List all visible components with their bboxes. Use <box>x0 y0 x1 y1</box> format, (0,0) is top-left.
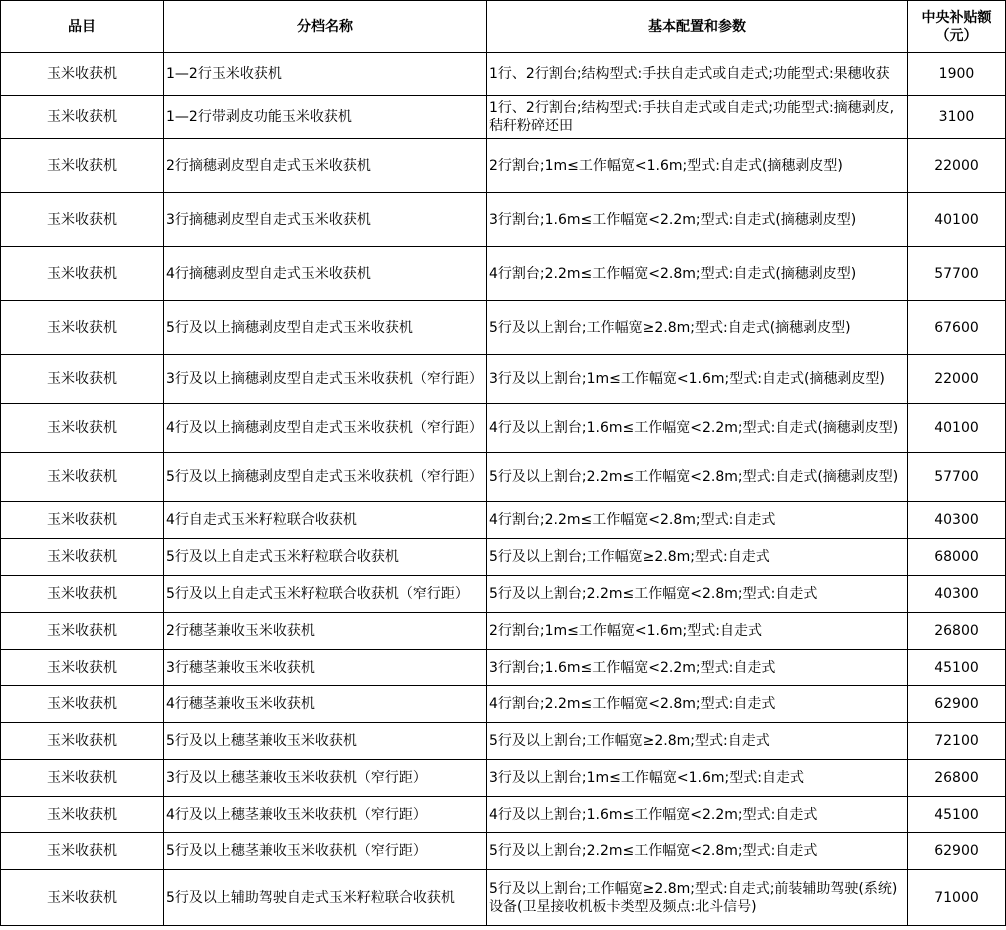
category-cell: 玉米收获机 <box>1 247 164 301</box>
table-row <box>1 139 1006 193</box>
config-cell: 4行割台;2.2m≤工作幅宽<2.8m;型式:自走式(摘穗剥皮型) <box>487 247 908 301</box>
subsidy-cell: 40300 <box>908 576 1006 613</box>
subsidy-cell: 62900 <box>908 686 1006 723</box>
config-cell: 3行割台;1.6m≤工作幅宽<2.2m;型式:自走式(摘穗剥皮型) <box>487 193 908 247</box>
config-cell: 4行及以上割台;1.6m≤工作幅宽<2.2m;型式:自走式 <box>487 797 908 833</box>
subsidy-cell: 57700 <box>908 453 1006 502</box>
table-row <box>1 453 1006 502</box>
config-cell: 5行及以上割台;2.2m≤工作幅宽<2.8m;型式:自走式(摘穗剥皮型) <box>487 453 908 502</box>
table-row <box>1 650 1006 686</box>
category-cell: 玉米收获机 <box>1 301 164 355</box>
config-cell: 3行及以上割台;1m≤工作幅宽<1.6m;型式:自走式 <box>487 760 908 797</box>
table-row <box>1 247 1006 301</box>
category-cell: 玉米收获机 <box>1 613 164 650</box>
tier-name-cell: 2行摘穗剥皮型自走式玉米收获机 <box>164 139 487 193</box>
category-cell: 玉米收获机 <box>1 539 164 576</box>
tier-name-cell: 5行及以上自走式玉米籽粒联合收获机 <box>164 539 487 576</box>
config-cell: 4行割台;2.2m≤工作幅宽<2.8m;型式:自走式 <box>487 686 908 723</box>
table-row <box>1 96 1006 139</box>
subsidy-cell: 45100 <box>908 797 1006 833</box>
subsidy-cell: 1900 <box>908 53 1006 96</box>
tier-name-cell: 3行穗茎兼收玉米收获机 <box>164 650 487 686</box>
subsidy-cell: 26800 <box>908 613 1006 650</box>
category-cell: 玉米收获机 <box>1 502 164 539</box>
tier-name-cell: 5行及以上穗茎兼收玉米收获机 <box>164 723 487 760</box>
config-cell: 2行割台;1m≤工作幅宽<1.6m;型式:自走式(摘穗剥皮型) <box>487 139 908 193</box>
table-row <box>1 686 1006 723</box>
category-cell: 玉米收获机 <box>1 760 164 797</box>
tier-name-cell: 4行及以上摘穗剥皮型自走式玉米收获机（窄行距） <box>164 404 487 453</box>
category-cell: 玉米收获机 <box>1 723 164 760</box>
config-cell: 4行割台;2.2m≤工作幅宽<2.8m;型式:自走式 <box>487 502 908 539</box>
category-cell: 玉米收获机 <box>1 355 164 404</box>
tier-name-cell: 4行自走式玉米籽粒联合收获机 <box>164 502 487 539</box>
tier-name-cell: 1—2行带剥皮功能玉米收获机 <box>164 96 487 139</box>
tier-name-cell: 3行及以上摘穗剥皮型自走式玉米收获机（窄行距） <box>164 355 487 404</box>
config-cell: 5行及以上割台;2.2m≤工作幅宽<2.8m;型式:自走式 <box>487 576 908 613</box>
category-cell: 玉米收获机 <box>1 870 164 926</box>
category-cell: 玉米收获机 <box>1 576 164 613</box>
config-cell: 5行及以上割台;工作幅宽≥2.8m;型式:自走式 <box>487 723 908 760</box>
subsidy-cell: 71000 <box>908 870 1006 926</box>
category-cell: 玉米收获机 <box>1 797 164 833</box>
config-cell: 5行及以上割台;工作幅宽≥2.8m;型式:自走式(摘穗剥皮型) <box>487 301 908 355</box>
subsidy-cell: 22000 <box>908 355 1006 404</box>
table-row <box>1 355 1006 404</box>
subsidy-cell: 40300 <box>908 502 1006 539</box>
subsidy-cell: 62900 <box>908 833 1006 870</box>
header-config: 基本配置和参数 <box>487 1 908 53</box>
category-cell: 玉米收获机 <box>1 96 164 139</box>
tier-name-cell: 1—2行玉米收获机 <box>164 53 487 96</box>
tier-name-cell: 4行摘穗剥皮型自走式玉米收获机 <box>164 247 487 301</box>
config-cell: 5行及以上割台;2.2m≤工作幅宽<2.8m;型式:自走式 <box>487 833 908 870</box>
tier-name-cell: 4行及以上穗茎兼收玉米收获机（窄行距） <box>164 797 487 833</box>
category-cell: 玉米收获机 <box>1 453 164 502</box>
table-row <box>1 613 1006 650</box>
header-tier-name: 分档名称 <box>164 1 487 53</box>
subsidy-cell: 3100 <box>908 96 1006 139</box>
subsidy-cell: 45100 <box>908 650 1006 686</box>
config-cell: 1行、2行割台;结构型式:手扶自走式或自走式;功能型式:摘穗剥皮,秸秆粉碎还田 <box>487 96 908 139</box>
config-cell: 4行及以上割台;1.6m≤工作幅宽<2.2m;型式:自走式(摘穗剥皮型) <box>487 404 908 453</box>
config-cell: 3行及以上割台;1m≤工作幅宽<1.6m;型式:自走式(摘穗剥皮型) <box>487 355 908 404</box>
subsidy-cell: 57700 <box>908 247 1006 301</box>
table-row <box>1 301 1006 355</box>
config-cell: 1行、2行割台;结构型式:手扶自走式或自走式;功能型式:果穗收获 <box>487 53 908 96</box>
subsidy-cell: 72100 <box>908 723 1006 760</box>
header-row <box>1 1 1006 53</box>
table-row <box>1 723 1006 760</box>
category-cell: 玉米收获机 <box>1 139 164 193</box>
tier-name-cell: 5行及以上摘穗剥皮型自走式玉米收获机 <box>164 301 487 355</box>
config-cell: 3行割台;1.6m≤工作幅宽<2.2m;型式:自走式 <box>487 650 908 686</box>
subsidy-cell: 40100 <box>908 404 1006 453</box>
table-row <box>1 833 1006 870</box>
category-cell: 玉米收获机 <box>1 404 164 453</box>
header-category: 品目 <box>1 1 164 53</box>
tier-name-cell: 4行穗茎兼收玉米收获机 <box>164 686 487 723</box>
category-cell: 玉米收获机 <box>1 833 164 870</box>
category-cell: 玉米收获机 <box>1 193 164 247</box>
tier-name-cell: 3行及以上穗茎兼收玉米收获机（窄行距） <box>164 760 487 797</box>
tier-name-cell: 5行及以上摘穗剥皮型自走式玉米收获机（窄行距） <box>164 453 487 502</box>
table-row <box>1 576 1006 613</box>
config-cell: 5行及以上割台;工作幅宽≥2.8m;型式:自走式;前装辅助驾驶(系统)设备(卫星接收机板卡类型及频点:北斗信号) <box>487 870 908 926</box>
category-cell: 玉米收获机 <box>1 53 164 96</box>
category-cell: 玉米收获机 <box>1 650 164 686</box>
subsidy-cell: 68000 <box>908 539 1006 576</box>
subsidy-cell: 22000 <box>908 139 1006 193</box>
category-cell: 玉米收获机 <box>1 686 164 723</box>
table-row <box>1 539 1006 576</box>
config-cell: 2行割台;1m≤工作幅宽<1.6m;型式:自走式 <box>487 613 908 650</box>
tier-name-cell: 5行及以上穗茎兼收玉米收获机（窄行距） <box>164 833 487 870</box>
table-row <box>1 797 1006 833</box>
subsidy-cell: 26800 <box>908 760 1006 797</box>
table-row <box>1 760 1006 797</box>
tier-name-cell: 3行摘穗剥皮型自走式玉米收获机 <box>164 193 487 247</box>
config-cell: 5行及以上割台;工作幅宽≥2.8m;型式:自走式 <box>487 539 908 576</box>
subsidy-cell: 67600 <box>908 301 1006 355</box>
header-subsidy: 中央补贴额（元） <box>908 1 1006 53</box>
table-row <box>1 502 1006 539</box>
table-row <box>1 870 1006 926</box>
subsidy-cell: 40100 <box>908 193 1006 247</box>
tier-name-cell: 5行及以上自走式玉米籽粒联合收获机（窄行距） <box>164 576 487 613</box>
table-row <box>1 53 1006 96</box>
tier-name-cell: 2行穗茎兼收玉米收获机 <box>164 613 487 650</box>
table-row <box>1 404 1006 453</box>
table-row <box>1 193 1006 247</box>
tier-name-cell: 5行及以上辅助驾驶自走式玉米籽粒联合收获机 <box>164 870 487 926</box>
